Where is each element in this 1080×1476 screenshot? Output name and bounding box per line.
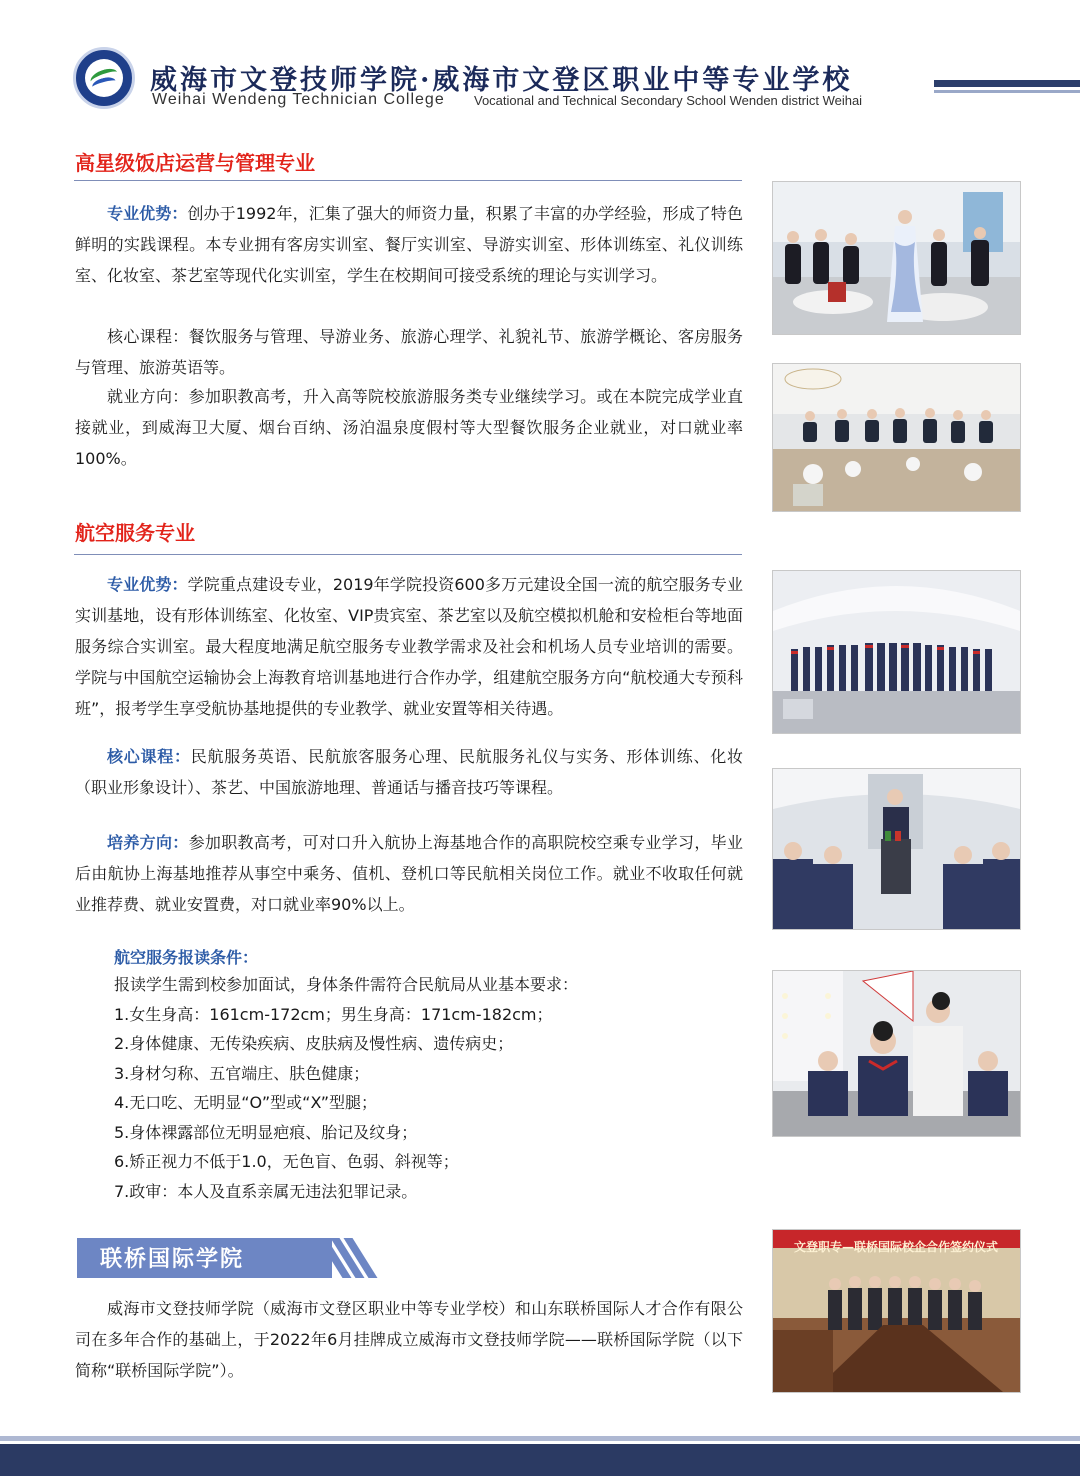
aviation-core-paragraph [75,741,743,803]
hotel-core-paragraph: 核心课程：餐饮服务与管理、导游业务、旅游心理学、礼貌礼节、旅游学概论、客房服务与管理、旅游英语等。 [75,327,743,377]
section-title-lianqiao: 联桥国际学院 [100,1247,245,1272]
footer-decor-thin [0,1436,1080,1441]
photo-aviation-group [772,570,1021,734]
aviation-train-text: 参加职教高考，可对口升入航协上海基地合作的高职院校空乘专业学习，毕业后由航协上海基地推荐从事空中乘务、值机、登机口等民航相关岗位工作。就业不收取任何就业推荐费、就业安置费，对口就业率90%以上。 [75,833,743,914]
hotel-advantage-text: 创办于1992年，汇集了强大的师资力量，积累了丰富的办学经验，形成了特色鲜明的实践课程。本专业拥有客房实训室、餐厅实训室、导游实训室、形体训练室、礼仪训练室、化妆室、茶艺室等现代化实训室，学生在校期间可接受系统的理论与实训学习。 [75,204,743,285]
school-logo [73,47,135,109]
photo-makeup-class [772,970,1021,1137]
requirement-item: 4.无口吃、无明显“O”型或“X”型腿； [114,1093,378,1112]
header-decor-bar-thin [934,90,1080,93]
photo-banner-caption: 文登职专—联桥国际校企合作签约仪式 [793,1240,998,1254]
hotel-advantage-label: 专业优势： [107,204,188,223]
requirement-item: 7.政审：本人及直系亲属无违法犯罪记录。 [114,1181,418,1201]
requirement-item: 5.身体裸露部位无明显疤痕、胎记及纹身； [114,1122,418,1142]
hotel-advantage-paragraph [75,198,743,291]
section-rule [74,554,742,555]
requirement-item: 6.矫正视力不低于1.0，无色盲、色弱、斜视等； [114,1152,459,1171]
photo-aircraft-cabin [772,768,1021,930]
photo-tea-art-class [772,363,1021,512]
aviation-core-label: 核心课程： [107,747,191,766]
header-title-cn: 威海市文登技师学院·威海市文登区职业中等专业学校 [150,65,853,96]
requirement-item: 2.身体健康、无传染疾病、皮肤病及慢性病、遗传病史； [114,1034,514,1053]
section-title-aviation: 航空服务专业 [75,521,195,545]
aviation-train-paragraph [75,827,743,920]
aviation-train-label: 培养方向： [107,833,189,852]
aviation-advantage-text: 学院重点建设专业，2019年学院投资600多万元建设全国一流的航空服务专业实训基地，设有形体训练室、化妆室、VIP贵宾室、茶艺室以及航空模拟机舱和安检柜台等地面服务综合实训室。最大程度地满足航空服务专业教学需求及社会和机场人员专业培训的需要。学院与中国航空运输协会上海教育培训基地进行合作办学，组建航空服务方向“航校通大专预科班”，报考学生享受航协基地提供的专业教学、就业安置等相关待遇。 [75,575,743,718]
header-title-en-left: Weihai Wendeng Technician College [152,91,445,108]
header-title-en-right: Vocational and Technical Secondary School Wenden district Weihai [474,93,863,108]
lianqiao-paragraph: 威海市文登技师学院（威海市文登区职业中等专业学校）和山东联桥国际人才合作有限公司在多年合作的基础上，于2022年6月挂牌成立威海市文登技师学院——联桥国际学院（以下简称“联桥国际学院”）。 [75,1299,743,1380]
requirements-intro: 报读学生需到校参加面试，身体条件需符合民航局从业基本要求： [114,975,579,994]
aviation-advantage-paragraph [75,569,743,724]
footer-decor-bar [0,1444,1080,1476]
aviation-requirements-title: 航空服务报读条件： [114,948,259,967]
header-decor-bar [934,80,1080,87]
photo-hotel-staff [772,181,1021,335]
section-rule [74,180,742,181]
hotel-career-paragraph: 就业方向：参加职教高考，升入高等院校旅游服务类专业继续学习。或在本院完成学业直接就业，到威海卫大厦、烟台百纳、汤泊温泉度假村等大型餐饮服务企业就业，对口就业率100%。 [75,387,743,468]
aviation-advantage-label: 专业优势： [107,575,188,594]
requirement-item: 1.女生身高：161cm-172cm；男生身高：171cm-182cm； [114,1004,553,1024]
aviation-requirements-list [114,970,578,1206]
section-title-hotel: 高星级饭店运营与管理专业 [75,151,315,175]
aviation-core-text: 民航服务英语、民航旅客服务心理、民航服务礼仪与实务、形体训练、化妆（职业形象设计）、茶艺、中国旅游地理、普通话与播音技巧等课程。 [75,747,743,797]
requirement-item: 3.身材匀称、五官端庄、肤色健康； [114,1063,370,1083]
